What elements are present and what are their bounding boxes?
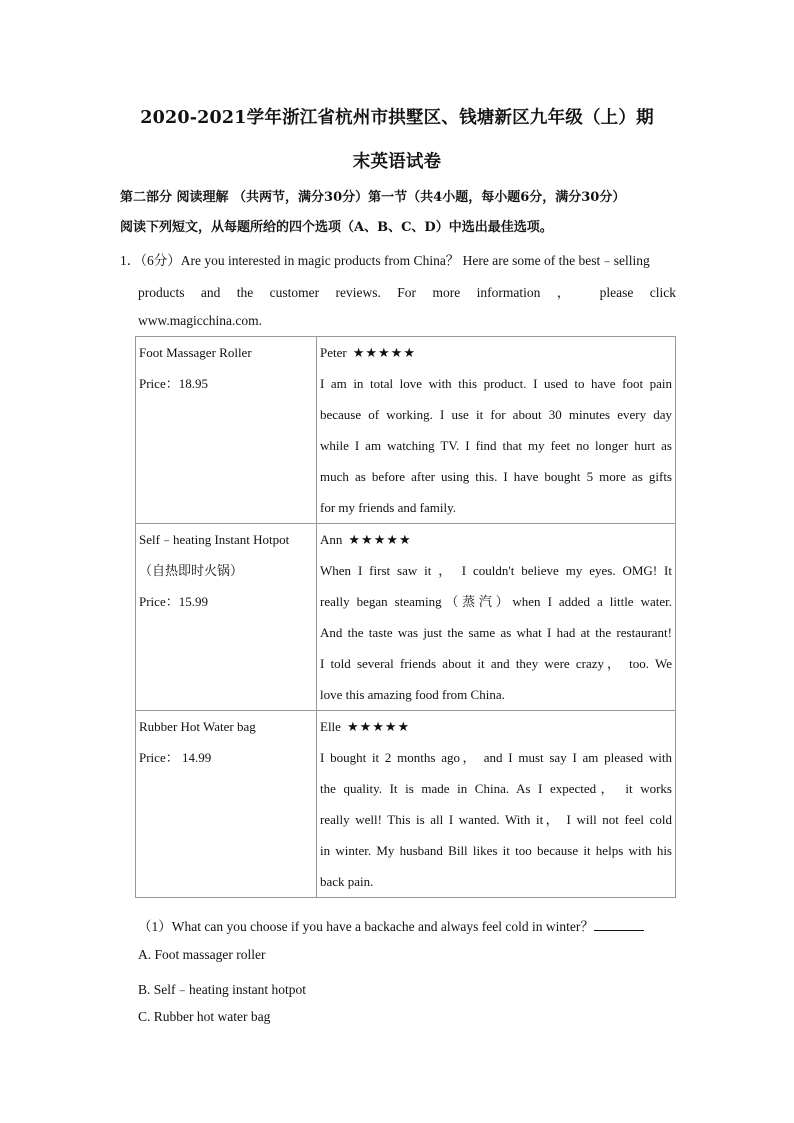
table-row — [136, 524, 676, 711]
review-text-line: the quality. It is made in China. As I expected， it works — [320, 781, 672, 796]
table-row — [136, 711, 676, 898]
product-cell — [136, 337, 317, 524]
product-name: Self﹣heating Instant Hotpot — [139, 532, 290, 547]
reviewer-line — [320, 711, 672, 742]
review-text-line: really began steaming（蒸汽）when I added a little water. — [320, 594, 672, 609]
question-intro-line-1: 1．（6分）Are you interested in magic products from China？ Here are some of the best﹣selling — [120, 253, 650, 268]
rating-stars-icon: ★★★★★ — [348, 533, 412, 548]
reviewer-line — [320, 524, 672, 555]
table-row — [136, 337, 676, 524]
review-text-line: back pain. — [320, 874, 374, 889]
reviewer-name: Elle — [320, 719, 341, 734]
review-text-line: I bought it 2 months ago， and I must say I am pleased with — [320, 750, 672, 765]
review-text-line: And the taste was just the same as what I had at the restaurant! — [320, 625, 672, 640]
question-intro-line-3: www.magicchina.com. — [138, 313, 262, 328]
product-name: Rubber Hot Water bag — [139, 719, 256, 734]
review-text-line: because of working. I use it for about 30 minutes every day — [320, 407, 672, 422]
review-text-line: in winter. My husband Bill likes it too because it helps with his — [320, 843, 672, 858]
reviewer-line — [320, 337, 672, 368]
answer-blank[interactable] — [594, 918, 644, 931]
review-cell — [317, 337, 676, 524]
product-review-table — [135, 336, 676, 898]
question-intro-line-2: products and the customer reviews. For more information ， please click — [138, 285, 676, 300]
instruction: 阅读下列短文，从每题所给的四个选项（A、B、C、D）中选出最佳选项。 — [120, 220, 553, 235]
reviewer-name: Peter — [320, 345, 347, 360]
review-text-line: for my friends and family. — [320, 500, 456, 515]
product-cell — [136, 711, 317, 898]
exam-title-line-1: 2020-2021学年浙江省杭州市拱墅区、钱塘新区九年级（上）期 — [140, 108, 654, 128]
review-text-line: much as before after using this. I have bought 5 more as gifts — [320, 469, 672, 484]
review-text-line: love this amazing food from China. — [320, 687, 505, 702]
review-text-line: When I first saw it ， I couldn't believe my eyes. OMG! It — [320, 563, 672, 578]
review-text-line: really well! This is all I wanted. With it， I will not feel cold — [320, 812, 672, 827]
subquestion-text: （1）What can you choose if you have a backache and always feel cold in winter？ — [138, 919, 594, 934]
reviewer-name: Ann — [320, 532, 343, 547]
section-heading: 第二部分 阅读理解 （共两节，满分30分）第一节（共4小题，每小题6分，满分30分） — [120, 190, 626, 205]
review-cell — [317, 524, 676, 711]
option-b: B. Self﹣heating instant hotpot — [138, 982, 306, 997]
review-cell — [317, 711, 676, 898]
rating-stars-icon: ★★★★★ — [346, 720, 411, 735]
product-chinese-name: （自热即时火锅） — [139, 563, 244, 578]
rating-stars-icon: ★★★★★ — [352, 346, 416, 361]
product-name: Foot Massager Roller — [139, 345, 252, 360]
review-text-line: while I am watching TV. I find that my feet no longer hurt as — [320, 438, 672, 453]
product-price: Price：15.99 — [139, 594, 208, 609]
product-price: Price： 14.99 — [139, 750, 212, 765]
subquestion — [138, 915, 644, 935]
option-c: C. Rubber hot water bag — [138, 1009, 271, 1024]
review-text-line: I told several friends about it and they were crazy， too. We — [320, 656, 672, 671]
product-cell — [136, 524, 317, 711]
option-a: A. Foot massager roller — [138, 947, 266, 962]
review-text-line: I am in total love with this product. I used to have foot pain — [320, 376, 672, 391]
exam-title-line-2: 末英语试卷 — [352, 152, 442, 172]
product-price: Price：18.95 — [139, 376, 208, 391]
